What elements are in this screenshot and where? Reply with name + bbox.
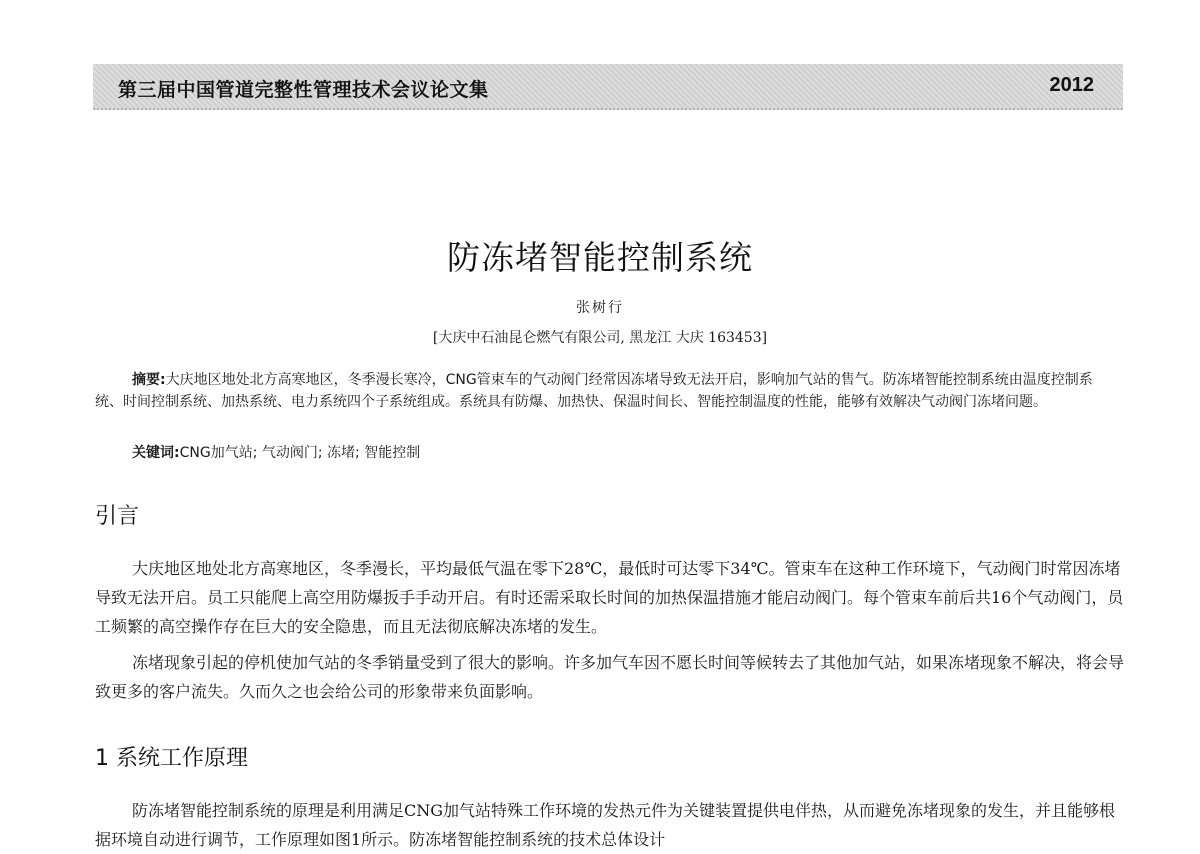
section-heading-system-principle: 1 系统工作原理: [95, 746, 248, 771]
section-heading-introduction: 引言: [95, 504, 140, 529]
intro-paragraph-1: 大庆地区地处北方高寒地区，冬季漫长，平均最低气温在零下28℃，最低时可达零下34℃。管束车在这种工作环境下，气动阀门时常因冻堵导致无法开启。员工只能爬上高空用防爆扳手手动开启。有时还需采取长时间的加热保温措施才能启动阀门。每个管束车前后共16个气动阀门，员工频繁的高空操作存在巨大的安全隐患，而且无法彻底解决冻堵的发生。: [95, 559, 1124, 636]
keywords-text: CNG加气站; 气动阀门; 冻堵; 智能控制: [179, 445, 421, 461]
author-name: 张树行: [576, 300, 624, 316]
section-1-paragraph-1: 防冻堵智能控制系统的原理是利用满足CNG加气站特殊工作环境的发热元件为关键装置提供电伴热，从而避免冻堵现象的发生，并且能够根据环境自动进行调节，工作原理如图1所示。防冻堵智能控制系统的技术总体设计: [95, 801, 1116, 849]
keywords: [132, 442, 1122, 464]
abstract-text: 大庆地区地处北方高寒地区，冬季漫长寒冷，CNG管束车的气动阀门经常因冻堵导致无法开启，影响加气站的售气。防冻堵智能控制系统由温度控制系统、时间控制系统、加热系统、电力系统四个子系统组成。系统具有防爆、加热快、保温时间长、智能控制温度的性能，能够有效解决气动阀门冻堵问题。: [95, 372, 1093, 410]
keywords-label: 关键词:: [132, 445, 180, 461]
intro-paragraph-2: 冻堵现象引起的停机使加气站的冬季销量受到了很大的影响。许多加气车因不愿长时间等候转去了其他加气站，如果冻堵现象不解决，将会导致更多的客户流失。久而久之也会给公司的形象带来负面影响。: [95, 653, 1125, 701]
journal-title: 第三届中国管道完整性管理技术会议论文集: [118, 79, 489, 101]
author-affiliation: [大庆中石油昆仑燃气有限公司, 黑龙江 大庆 163453]: [432, 330, 768, 346]
paper-title: 防冻堵智能控制系统: [447, 238, 753, 277]
abstract: [95, 369, 1120, 413]
journal-year: 2012: [1049, 74, 1094, 96]
abstract-label: 摘要:: [132, 372, 166, 388]
